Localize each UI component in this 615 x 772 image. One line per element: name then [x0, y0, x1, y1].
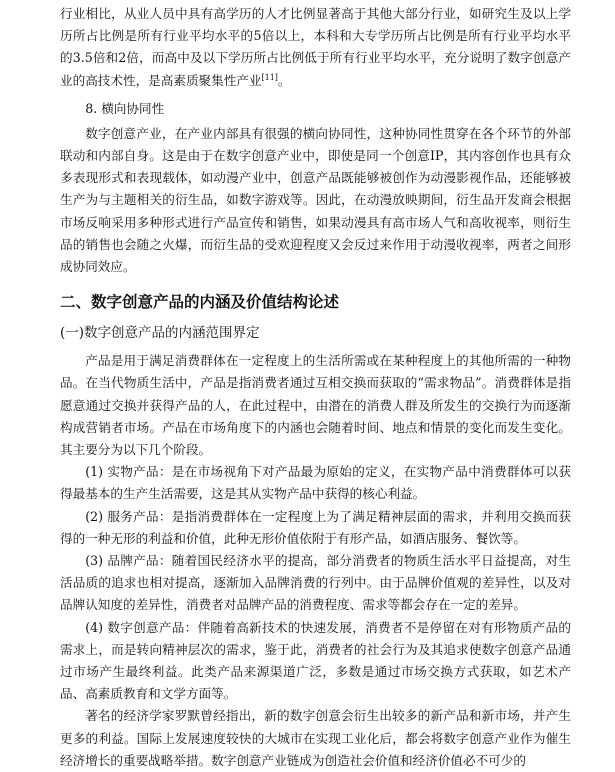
intro-paragraph [60, 3, 571, 92]
stage-brand-product: (3) 品牌产品：随着国民经济水平的提高，部分消费者的物质生活水平日益提高，对生活品质的追求也相对提高，逐渐加入品牌消费的行列中。由于品牌价值观的差异性，以及对品牌认知度的差异性，消费者对品牌产品的消费程度、需求等都会存在一定的差异。 [60, 553, 571, 613]
subheading-horizontal-synergy: 8. 横向协同性 [85, 100, 165, 116]
subsection-heading-2-1: (一)数字创意产品的内涵范围界定 [60, 325, 260, 342]
product-definition-paragraph: 产品是用于满足消费群体在一定程度上的生活所需或在某种程度上的其他所需的一种物品。在当代物质生活中，产品是指消费者通过互相交换而获取的“需求物品”。消费群体是指愿意通过交换并获得产品的人，在此过程中，由潜在的消费人群及所发生的交换行为而逐渐构成营销者市场。产品在市场角度下的内涵也会随着时间、地点和情景的变化而发生变化。其主要分为以下几个阶段。 [60, 353, 571, 458]
stage-physical-product: (1) 实物产品：是在市场视角下对产品最为原始的定义，在实物产品中消费群体可以获得最基本的生产生活需要，这是其从实物产品中获得的核心利益。 [60, 464, 571, 502]
intro-period: 。 [277, 72, 291, 88]
reference-marker: [11] [261, 72, 278, 82]
stage-digital-creative-product: (4) 数字创意产品：伴随着高新技术的快速发展，消费者不是停留在对有形物质产品的需求上，而是转向精神层次的需求，鉴于此，消费者的社会行为及其追求使数字创意产品通过市场产生最终利益。此类产品来源渠道广泛，多数是通过市场交换方式获取，如艺术产品、高素质教育和文学方面等。 [60, 619, 571, 702]
economist-paragraph: 著名的经济学家罗默曾经指出，新的数字创意会衍生出较多的新产品和新市场，并产生更多的利益。国际上发展速度较快的大城市在实现工业化后，都会将数字创意产业作为催生经济增长的重要战略举措。数字创意产业链成为创造社会价值和经济价值必不可少的 [60, 708, 571, 768]
intro-text: 行业相比，从业人员中具有高学历的人才比例显著高于其他大部分行业，如研究生及以上学历所占比例是所有行业平均水平的5倍以上，本科和大专学历所占比例是所有行业平均水平的3.5倍和2倍，而高中及以下学历所占比例低于所有行业平均水平，充分说明了数字创意产业的高技术性，是高素质聚集性产业 [60, 6, 571, 88]
section-heading-2: 二、数字创意产品的内涵及价值结构论述 [60, 293, 340, 312]
synergy-paragraph: 数字创意产业，在产业内部具有很强的横向协同性，这种协同性贯穿在各个环节的外部联动和内部自身。这是由于在数字创意产业中，即使是同一个创意IP，其内容创作也具有众多表现形式和表现载体，如动漫产业中，创意产品既能够被创作为动漫影视作品，还能够被生产为与主题相关的衍生品，如数字游戏等。因此，在动漫放映期间，衍生品开发商会根据市场反响采用多种形式进行产品宣传和销售，如果动漫具有高市场人气和高收视率，则衍生品的销售也会随之火爆，而衍生品的受欢迎程度又会反过来作用于动漫收视率，两者之间形成协同效应。 [60, 125, 571, 275]
stage-service-product: (2) 服务产品：是指消费群体在一定程度上为了满足精神层面的需求，并利用交换而获得的一种无形的利益和价值，此种无形价值依附于有形产品，如酒店服务、餐饮等。 [60, 508, 571, 546]
